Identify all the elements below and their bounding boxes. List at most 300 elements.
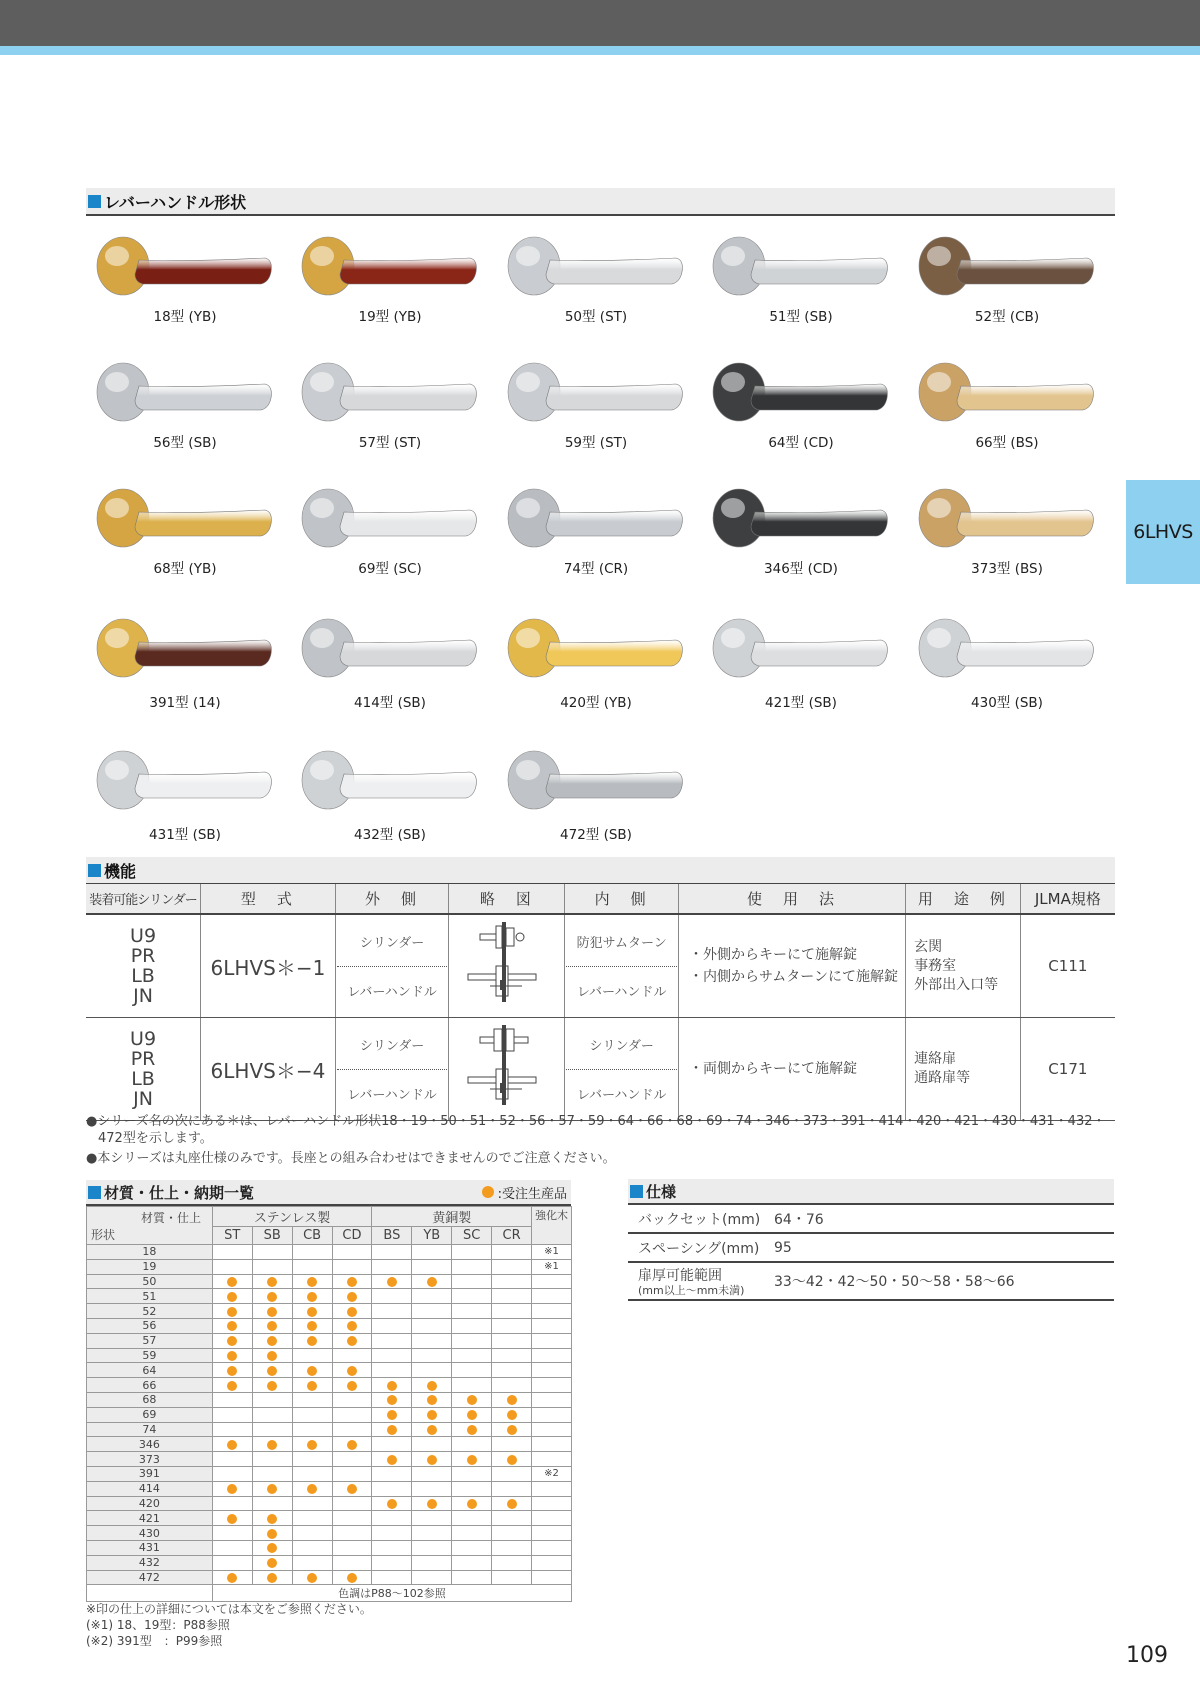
col-header-cylinder: 装着可能シリンダー (86, 884, 201, 914)
diagram-cell (449, 1018, 565, 1121)
wood-note-cell (532, 1392, 572, 1407)
finish-cell (492, 1378, 532, 1393)
finish-cell (332, 1378, 372, 1393)
table-row (87, 1422, 572, 1437)
finish-cell (332, 1452, 372, 1467)
table-row (87, 1511, 572, 1526)
finish-cell (372, 1378, 412, 1393)
table-row (87, 1481, 572, 1496)
col-header-inside: 内 側 (565, 884, 679, 914)
table-row (87, 1378, 572, 1393)
made-to-order-dot-icon (347, 1573, 357, 1583)
function-notes: ●シリーズ名の次にある＊は、レバーハンドル形状18・19・50・51・52・56・57・59・64・66・68・69・74・346・373・391・414・420・421・430・431・432・ 472型を示します。 ●本シリーズは丸座仕様のみです。長座との組み合わせはできませんのでご注意ください。 (86, 1114, 1106, 1166)
handles-section-header (86, 188, 1115, 216)
lever-handle-label: 421型 (SB) (765, 695, 837, 711)
order-legend: :受注生産品 (482, 1183, 571, 1202)
finish-cell (212, 1466, 252, 1481)
model-name: 6LHVS＊−1 (201, 914, 336, 1018)
finish-cell (492, 1526, 532, 1541)
finish-cell (332, 1466, 372, 1481)
made-to-order-dot-icon (467, 1455, 477, 1465)
lever-handle-item (295, 356, 485, 466)
finish-header: CB (292, 1227, 332, 1245)
made-to-order-dot-icon (507, 1425, 517, 1435)
finish-cell (372, 1526, 412, 1541)
made-to-order-dot-icon (507, 1455, 517, 1465)
lever-handle-item (501, 356, 691, 466)
inside-cell: シリンダー レバーハンドル (565, 1018, 679, 1121)
finish-cell (252, 1540, 292, 1555)
finish-cell (452, 1378, 492, 1393)
finish-cell (412, 1526, 452, 1541)
finish-cell (372, 1481, 412, 1496)
col-header-jlma: JLMA規格 (1020, 884, 1115, 914)
lever-handle-item (706, 482, 896, 592)
finish-cell (332, 1348, 372, 1363)
finish-cell (452, 1289, 492, 1304)
finish-cell (412, 1259, 452, 1274)
finish-cell (332, 1274, 372, 1289)
lever-handle-label: 373型 (BS) (971, 561, 1043, 577)
table-row (87, 1496, 572, 1511)
made-to-order-dot-icon (347, 1484, 357, 1494)
application-cell: 連絡扉 通路扉等 (906, 1018, 1021, 1121)
finish-cell (412, 1245, 452, 1260)
finish-cell (212, 1392, 252, 1407)
table-row (87, 1555, 572, 1570)
finish-cell (332, 1392, 372, 1407)
table-row (86, 1018, 1115, 1121)
finish-cell (492, 1496, 532, 1511)
finish-cell (332, 1318, 372, 1333)
made-to-order-dot-icon (267, 1440, 277, 1450)
lever-handle-icon (917, 356, 1097, 426)
wood-note-cell (532, 1333, 572, 1348)
finish-cell (212, 1304, 252, 1319)
header-bar (0, 0, 1200, 46)
side-tab-label: 6LHVS (1133, 521, 1193, 543)
wood-note-cell (532, 1540, 572, 1555)
made-to-order-dot-icon (387, 1395, 397, 1405)
made-to-order-dot-icon (227, 1440, 237, 1450)
finish-cell (332, 1289, 372, 1304)
wood-note-cell (532, 1289, 572, 1304)
model-number: 18 (87, 1245, 213, 1260)
finish-cell (332, 1245, 372, 1260)
made-to-order-dot-icon (307, 1484, 317, 1494)
finish-cell (212, 1511, 252, 1526)
finish-cell (452, 1481, 492, 1496)
section-marker-icon (630, 1185, 643, 1198)
made-to-order-dot-icon (347, 1366, 357, 1376)
finish-cell (332, 1304, 372, 1319)
section-marker-icon (88, 1186, 101, 1199)
made-to-order-dot-icon (427, 1410, 437, 1420)
lever-handle-item (90, 612, 280, 722)
finish-cell (372, 1348, 412, 1363)
made-to-order-dot-icon (307, 1336, 317, 1346)
model-number: 50 (87, 1274, 213, 1289)
model-name: 6LHVS＊−4 (201, 1018, 336, 1121)
finish-cell (372, 1392, 412, 1407)
finish-cell (332, 1363, 372, 1378)
model-number: 57 (87, 1333, 213, 1348)
function-section-title: 機能 (104, 861, 137, 881)
wood-note-cell (532, 1496, 572, 1511)
made-to-order-dot-icon (227, 1307, 237, 1317)
spec-row-spacing: スペーシング(mm) 95 (628, 1234, 1114, 1263)
table-row (87, 1363, 572, 1378)
made-to-order-dot-icon (307, 1573, 317, 1583)
made-to-order-dot-icon (507, 1410, 517, 1420)
finish-cell (252, 1333, 292, 1348)
jlma-code: C171 (1020, 1018, 1115, 1121)
finish-cell (372, 1540, 412, 1555)
made-to-order-dot-icon (507, 1499, 517, 1509)
table-row (87, 1526, 572, 1541)
made-to-order-dot-icon (307, 1307, 317, 1317)
lever-handle-icon (300, 482, 480, 552)
function-table-header (86, 884, 1115, 914)
wood-note-cell (532, 1348, 572, 1363)
finish-cell (372, 1496, 412, 1511)
lever-handle-label: 68型 (YB) (153, 561, 217, 577)
model-number: 69 (87, 1407, 213, 1422)
section-marker-icon (88, 864, 101, 877)
finish-cell (252, 1407, 292, 1422)
made-to-order-dot-icon (267, 1351, 277, 1361)
lever-handle-label: 59型 (ST) (564, 435, 628, 451)
made-to-order-dot-icon (427, 1499, 437, 1509)
finish-cell (252, 1289, 292, 1304)
made-to-order-dot-icon (507, 1395, 517, 1405)
finish-header: BS (372, 1227, 412, 1245)
wood-note-cell (532, 1274, 572, 1289)
made-to-order-dot-icon (347, 1381, 357, 1391)
made-to-order-dot-icon (467, 1410, 477, 1420)
lever-handle-label: 51型 (SB) (769, 309, 833, 325)
lever-handle-label: 64型 (CD) (768, 435, 834, 451)
finish-cell (492, 1481, 532, 1496)
finish-header: SC (452, 1227, 492, 1245)
finish-cell (412, 1289, 452, 1304)
finish-cell (452, 1407, 492, 1422)
diagram-cell (449, 914, 565, 1018)
finish-cell (292, 1570, 332, 1585)
lever-handle-icon (300, 356, 480, 426)
lever-handle-label: 472型 (SB) (560, 827, 632, 843)
made-to-order-dot-icon (227, 1381, 237, 1391)
table-row (87, 1540, 572, 1555)
finish-cell (292, 1378, 332, 1393)
finish-cell (212, 1289, 252, 1304)
finish-cell (332, 1540, 372, 1555)
finish-cell (452, 1496, 492, 1511)
finish-cell (492, 1555, 532, 1570)
lever-handle-label: 57型 (ST) (358, 435, 422, 451)
lever-handle-icon (917, 612, 1097, 682)
finish-cell (412, 1437, 452, 1452)
finish-cell (292, 1452, 332, 1467)
finish-cell (332, 1511, 372, 1526)
lever-handle-item (295, 230, 485, 340)
made-to-order-dot-icon (267, 1292, 277, 1302)
finish-cell (452, 1437, 492, 1452)
wood-note-cell (532, 1555, 572, 1570)
made-to-order-dot-icon (307, 1440, 317, 1450)
finish-cell (492, 1466, 532, 1481)
outside-cell: シリンダー レバーハンドル (335, 914, 449, 1018)
side-index-tab[interactable] (1126, 480, 1200, 584)
wood-note-cell (532, 1363, 572, 1378)
made-to-order-dot-icon (467, 1425, 477, 1435)
made-to-order-dot-icon (307, 1321, 317, 1331)
made-to-order-dot-icon (387, 1425, 397, 1435)
material-notes: ※印の仕上の詳細については本文をご参照ください。 (※1) 18、19型：P88参照 (※2) 391型 ：P99参照 (86, 1602, 372, 1648)
finish-header: ST (212, 1227, 252, 1245)
model-number: 346 (87, 1437, 213, 1452)
jlma-code: C111 (1020, 914, 1115, 1018)
finish-cell (252, 1304, 292, 1319)
finish-cell (372, 1437, 412, 1452)
finish-cell (212, 1378, 252, 1393)
model-number: 414 (87, 1481, 213, 1496)
model-number: 64 (87, 1363, 213, 1378)
model-number: 66 (87, 1378, 213, 1393)
table-row (86, 914, 1115, 1018)
inside-cell: 防犯サムターン レバーハンドル (565, 914, 679, 1018)
finish-cell (372, 1289, 412, 1304)
finish-cell (412, 1274, 452, 1289)
model-number: 391 (87, 1466, 213, 1481)
col-header-diagram: 略 図 (449, 884, 565, 914)
finish-cell (412, 1555, 452, 1570)
spec-row-backset: バックセット(mm) 64・76 (628, 1205, 1114, 1234)
finish-cell (412, 1422, 452, 1437)
finish-cell (372, 1407, 412, 1422)
lever-handle-icon (506, 230, 686, 300)
finish-cell (252, 1437, 292, 1452)
lever-handle-item (90, 744, 280, 854)
finish-cell (292, 1407, 332, 1422)
finish-cell (252, 1318, 292, 1333)
finish-cell (492, 1392, 532, 1407)
group-wood: 強化木 (532, 1207, 572, 1245)
wood-note-cell (532, 1452, 572, 1467)
spec-section-header (628, 1179, 1114, 1205)
made-to-order-dot-icon (427, 1277, 437, 1287)
finish-cell (412, 1496, 452, 1511)
finish-header: YB (412, 1227, 452, 1245)
lever-handle-item (90, 482, 280, 592)
made-to-order-dot-icon (387, 1455, 397, 1465)
table-row (87, 1259, 572, 1274)
finish-cell (332, 1422, 372, 1437)
finish-cell (292, 1259, 332, 1274)
made-to-order-dot-icon (267, 1336, 277, 1346)
finish-cell (212, 1555, 252, 1570)
finish-cell (252, 1496, 292, 1511)
finish-cell (292, 1540, 332, 1555)
lever-handle-item (501, 230, 691, 340)
finish-cell (292, 1304, 332, 1319)
finish-cell (492, 1348, 532, 1363)
finish-cell (492, 1245, 532, 1260)
wood-note-cell (532, 1570, 572, 1585)
made-to-order-dot-icon (267, 1381, 277, 1391)
cylinder-list: U9 PR LB JN (86, 914, 201, 1018)
finish-cell (212, 1363, 252, 1378)
finish-cell (292, 1333, 332, 1348)
finish-cell (452, 1274, 492, 1289)
lock-diagram-double-cylinder-icon (450, 1019, 563, 1115)
col-header-outside: 外 側 (335, 884, 449, 914)
table-row (87, 1289, 572, 1304)
finish-cell (452, 1570, 492, 1585)
finish-cell (452, 1540, 492, 1555)
finish-cell (492, 1274, 532, 1289)
spec-row-door-thickness: 扉厚可能範囲 (mm以上〜mm未満) 33〜42・42〜50・50〜58・58〜66 (628, 1263, 1114, 1301)
wood-note-cell (532, 1511, 572, 1526)
finish-cell (452, 1392, 492, 1407)
lever-handle-icon (506, 744, 686, 814)
finish-cell (252, 1378, 292, 1393)
finish-cell (332, 1407, 372, 1422)
finish-cell (372, 1304, 412, 1319)
header-accent-stripe (0, 46, 1200, 55)
lever-handle-icon (95, 744, 275, 814)
finish-cell (212, 1407, 252, 1422)
wood-note-cell (532, 1481, 572, 1496)
finish-cell (412, 1481, 452, 1496)
finish-cell (252, 1466, 292, 1481)
lever-handle-item (912, 482, 1102, 592)
lever-handle-icon (300, 612, 480, 682)
finish-header: CR (492, 1227, 532, 1245)
lever-handle-item (501, 482, 691, 592)
finish-cell (372, 1452, 412, 1467)
table-row (87, 1274, 572, 1289)
finish-cell (252, 1259, 292, 1274)
model-number: 59 (87, 1348, 213, 1363)
finish-cell (372, 1318, 412, 1333)
finish-cell (292, 1245, 332, 1260)
function-table (86, 884, 1115, 1121)
finish-header: CD (332, 1227, 372, 1245)
application-cell: 玄関 事務室 外部出入口等 (906, 914, 1021, 1018)
finish-cell (212, 1274, 252, 1289)
lever-handle-label: 74型 (CR) (563, 561, 629, 577)
lever-handle-label: 50型 (ST) (564, 309, 628, 325)
made-to-order-dot-icon (347, 1440, 357, 1450)
model-number: 421 (87, 1511, 213, 1526)
lever-handle-item (295, 612, 485, 722)
lever-handle-label: 431型 (SB) (149, 827, 221, 843)
wood-note-cell (532, 1304, 572, 1319)
finish-cell (292, 1348, 332, 1363)
made-to-order-dot-icon (227, 1351, 237, 1361)
finish-cell (212, 1452, 252, 1467)
model-number: 432 (87, 1555, 213, 1570)
made-to-order-dot-icon (267, 1277, 277, 1287)
finish-cell (452, 1348, 492, 1363)
lock-diagram-thumbturn-icon (450, 916, 563, 1012)
col-header-model: 型 式 (201, 884, 336, 914)
finish-cell (452, 1363, 492, 1378)
usage-cell: ・外側からキーにて施解錠 ・内側からサムターンにて施解錠 (679, 914, 906, 1018)
lever-handle-label: 18型 (YB) (153, 309, 217, 325)
lever-handle-label: 52型 (CB) (974, 309, 1040, 325)
finish-cell (252, 1422, 292, 1437)
finish-cell (212, 1245, 252, 1260)
made-to-order-dot-icon (347, 1336, 357, 1346)
finish-cell (452, 1466, 492, 1481)
lever-handle-label: 420型 (YB) (560, 695, 632, 711)
made-to-order-dot-icon (467, 1395, 477, 1405)
color-reference-note: 色調はP88〜102参照 (212, 1585, 571, 1602)
lever-handle-icon (711, 482, 891, 552)
lever-handle-label: 430型 (SB) (971, 695, 1043, 711)
made-to-order-dot-icon (267, 1514, 277, 1524)
lever-handle-item (706, 612, 896, 722)
made-to-order-dot-icon (267, 1558, 277, 1568)
lever-handle-label: 56型 (SB) (153, 435, 217, 451)
finish-cell (412, 1540, 452, 1555)
finish-cell (452, 1555, 492, 1570)
lever-handle-icon (917, 230, 1097, 300)
finish-cell (372, 1245, 412, 1260)
finish-cell (252, 1348, 292, 1363)
finish-cell (292, 1555, 332, 1570)
finish-cell (252, 1245, 292, 1260)
model-number: 74 (87, 1422, 213, 1437)
finish-cell (252, 1555, 292, 1570)
finish-cell (492, 1437, 532, 1452)
wood-note-cell (532, 1407, 572, 1422)
lever-handle-item (706, 230, 896, 340)
lever-handle-label: 391型 (14) (149, 695, 221, 711)
table-row (87, 1392, 572, 1407)
model-number: 430 (87, 1526, 213, 1541)
material-footer-row (87, 1585, 572, 1602)
made-to-order-dot-icon (387, 1381, 397, 1391)
col-header-usage: 使 用 法 (679, 884, 906, 914)
finish-cell (452, 1422, 492, 1437)
finish-cell (332, 1437, 372, 1452)
finish-cell (252, 1526, 292, 1541)
finish-cell (492, 1511, 532, 1526)
table-row (87, 1318, 572, 1333)
lever-handle-item (501, 612, 691, 722)
finish-cell (332, 1570, 372, 1585)
finish-cell (492, 1289, 532, 1304)
table-row (87, 1304, 572, 1319)
lever-handle-icon (95, 356, 275, 426)
finish-cell (412, 1466, 452, 1481)
finish-cell (292, 1466, 332, 1481)
finish-cell (292, 1289, 332, 1304)
finish-cell (412, 1348, 452, 1363)
finish-cell (212, 1422, 252, 1437)
table-row (87, 1437, 572, 1452)
lever-handle-icon (711, 230, 891, 300)
lever-handle-label: 66型 (BS) (975, 435, 1039, 451)
made-to-order-dot-icon (347, 1307, 357, 1317)
made-to-order-dot-icon (307, 1277, 317, 1287)
lever-handle-label: 346型 (CD) (764, 561, 838, 577)
made-to-order-dot-icon (307, 1292, 317, 1302)
finish-cell (412, 1392, 452, 1407)
